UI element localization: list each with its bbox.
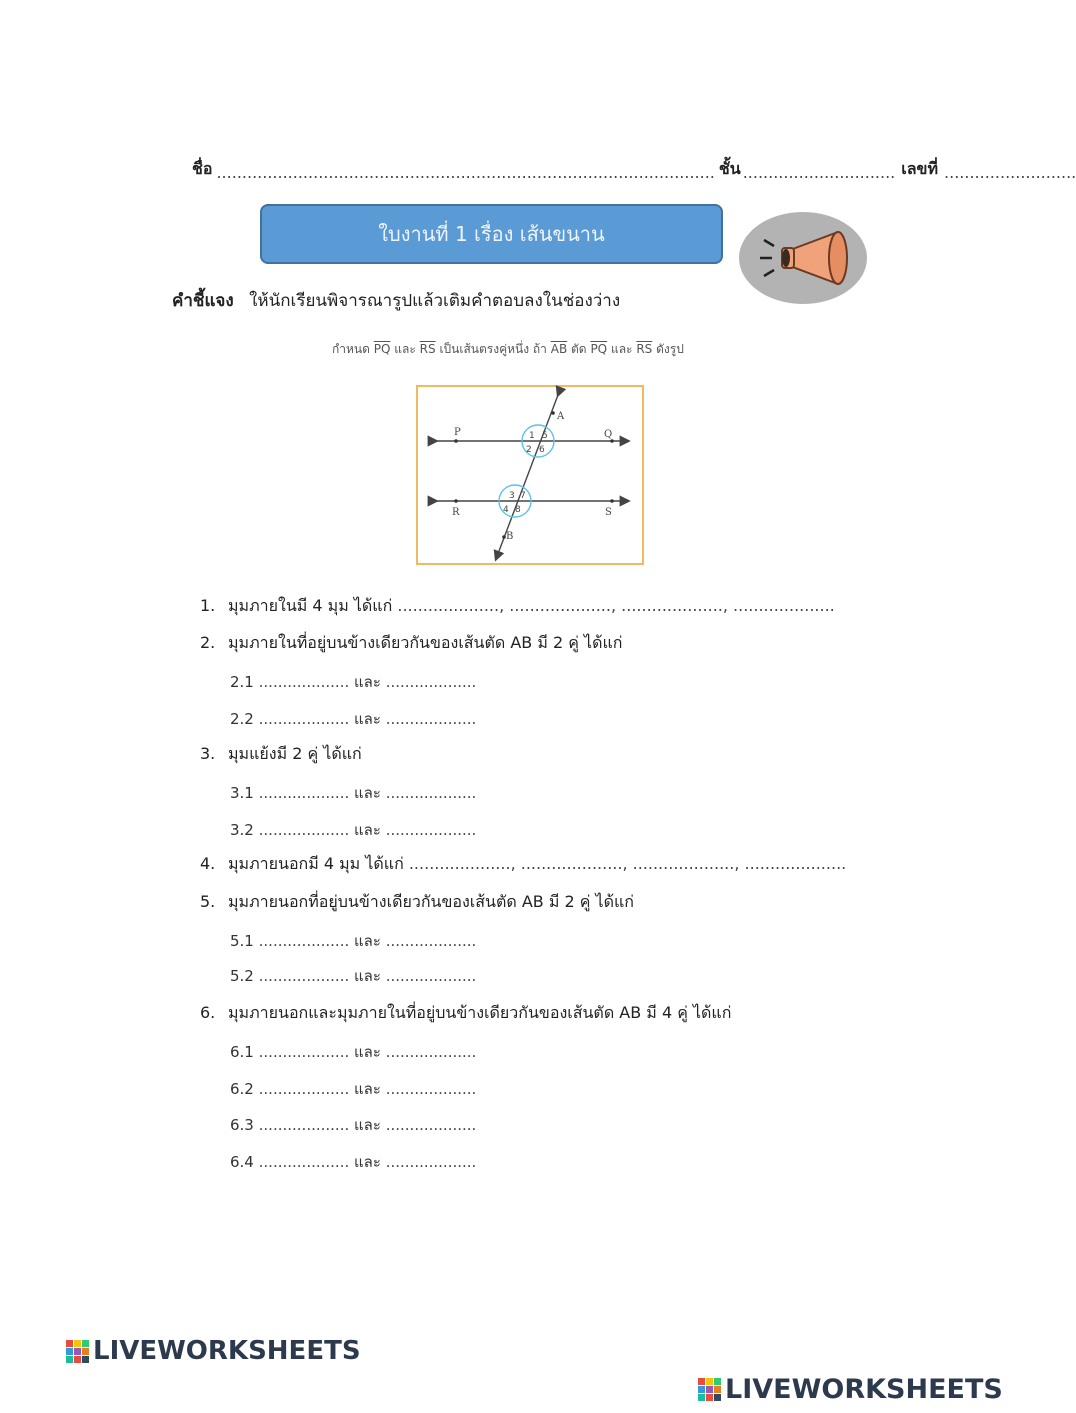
question-number: 2. [200,633,216,652]
worksheet-title: ใบงานที่ 1 เรื่อง เส้นขนาน [378,222,605,246]
subitem-number: 3.1 [230,784,254,802]
label-p: P [454,427,461,438]
subitem-3-1 [230,781,476,805]
question-number: 3. [200,744,216,763]
angle-1: 1 [529,431,535,441]
figure-svg [418,387,642,563]
answer-field[interactable]: ................... [385,784,477,802]
angle-2: 2 [526,445,532,455]
angle-3: 3 [509,491,515,501]
brand-text: LIVEWORKSHEETS [93,1336,361,1366]
subitem-number: 3.2 [230,821,254,839]
label-s: S [605,507,612,518]
line-rs-2: $\overline{RS}$ [636,342,653,356]
label-q: Q [604,429,613,440]
subitem-number: 6.1 [230,1043,254,1061]
question-text: มุมภายนอกมี 4 มุม ได้แก่ [228,854,404,873]
liveworksheets-icon [698,1378,721,1401]
instruction-line [172,287,620,314]
answer-field[interactable]: ................... [385,1153,477,1171]
answer-field[interactable]: ................... [258,1043,350,1061]
and-label: และ [354,1043,381,1061]
given-cut: ตัด [571,342,587,356]
question-text: มุมภายนอกที่อยู่บนข้างเดียวกันของเส้นตัด AB มี 2 คู่ ได้แก่ [228,892,634,911]
point-s [610,499,614,503]
question-text: มุมภายนอกและมุมภายในที่อยู่บนข้างเดียวกันของเส้นตัด AB มี 4 คู่ ได้แก่ [228,1003,732,1022]
and-label: และ [354,821,381,839]
subitem-2-1 [230,670,476,694]
megaphone-icon [738,210,868,306]
number-field[interactable]: .......................... [944,163,1076,182]
instruction-text: ให้นักเรียนพิจารณารูปแล้วเติมคำตอบลงในช่องว่าง [249,291,621,311]
liveworksheets-logo-right [698,1374,1003,1405]
answer-field[interactable]: ................... [258,821,350,839]
brand-text: LIVEWORKSHEETS [725,1374,1003,1405]
subitem-number: 6.4 [230,1153,254,1171]
given-mid: เป็นเส้นตรงคู่หนึ่ง ถ้า [439,342,547,356]
number-label: เลขที่ [901,159,939,178]
answer-field[interactable]: ................... [385,1080,477,1098]
subitem-number: 5.1 [230,932,254,950]
answer-field[interactable]: ................... [385,932,477,950]
name-label: ชื่อ [192,159,213,178]
answer-field[interactable]: ................... [258,1153,350,1171]
angle-4: 4 [503,505,509,515]
line-rs: $\overline{RS}$ [419,342,436,356]
angle-6: 6 [539,445,545,455]
given-statement [332,340,684,359]
given-prefix: กำหนด [332,342,370,356]
answer-field[interactable]: ................... [385,673,477,691]
subitem-3-2 [230,818,476,842]
and-label: และ [354,784,381,802]
question-6 [200,1001,731,1026]
subitem-number: 6.3 [230,1116,254,1134]
question-text: มุมภายในที่อยู่บนข้างเดียวกันของเส้นตัด AB มี 2 คู่ ได้แก่ [228,633,623,652]
subitem-number: 5.2 [230,967,254,985]
question-text: มุมภายในมี 4 มุม ได้แก่ [228,596,393,615]
class-label: ชั้น [718,159,741,178]
answer-field[interactable]: ................... [258,967,350,985]
answer-field[interactable]: ................... [258,932,350,950]
line-pq-2: $\overline{PQ}$ [590,342,608,356]
angle-5: 5 [542,431,548,441]
question-text: มุมแย้งมี 2 คู่ ได้แก่ [228,744,362,763]
student-info-line [192,152,1076,182]
line-ab: $\overline{AB}$ [550,342,568,356]
parallel-lines-figure [416,385,644,565]
subitem-5-2 [230,964,476,988]
label-a: A [557,411,565,422]
and-label: และ [354,673,381,691]
question-4 [200,852,846,877]
answer-field[interactable]: ................... [258,673,350,691]
answer-field[interactable]: ...................., ...................., ...................., .................... [397,596,835,615]
answer-field[interactable]: ................... [385,1043,477,1061]
and-label: และ [354,967,381,985]
answer-field[interactable]: ................... [385,1116,477,1134]
worksheet-title-box [260,204,723,264]
angle-8: 8 [515,505,521,515]
name-field[interactable]: .................................................................................................. [216,163,715,182]
subitem-2-2 [230,707,476,731]
and-label: และ [354,1153,381,1171]
question-number: 1. [200,596,216,615]
given-and-1: และ [394,342,416,356]
angle-7: 7 [520,491,526,501]
point-a [551,411,555,415]
answer-field[interactable]: ................... [258,784,350,802]
and-label: และ [354,1080,381,1098]
label-r: R [452,507,460,518]
liveworksheets-logo-left [66,1336,361,1366]
and-label: และ [354,1116,381,1134]
subitem-number: 2.2 [230,710,254,728]
answer-field[interactable]: ................... [258,1116,350,1134]
given-and-2: และ [610,342,633,356]
question-number: 4. [200,854,216,873]
question-number: 5. [200,892,216,911]
answer-field[interactable]: ...................., ...................., ...................., .................... [408,854,847,873]
question-number: 6. [200,1003,216,1022]
label-b: B [506,531,514,542]
and-label: และ [354,710,381,728]
class-field[interactable]: .............................. [742,163,896,182]
subitem-6-3 [230,1113,476,1137]
point-r [454,499,458,503]
instruction-label: คำชี้แจง [172,291,234,311]
line-pq: $\overline{PQ}$ [373,342,391,356]
answer-field[interactable]: ................... [258,1080,350,1098]
answer-field[interactable]: ................... [385,710,477,728]
subitem-6-2 [230,1077,476,1101]
answer-field[interactable]: ................... [385,821,477,839]
point-p [454,439,458,443]
answer-field[interactable]: ................... [385,967,477,985]
subitem-number: 2.1 [230,673,254,691]
subitem-5-1 [230,929,476,953]
question-5 [200,890,634,915]
subitem-number: 6.2 [230,1080,254,1098]
question-3 [200,742,362,767]
question-2 [200,631,622,656]
subitem-6-1 [230,1040,476,1064]
subitem-6-4 [230,1150,476,1174]
answer-field[interactable]: ................... [258,710,350,728]
and-label: และ [354,932,381,950]
question-1 [200,594,835,619]
liveworksheets-icon [66,1340,89,1363]
given-suffix: ดังรูป [656,342,684,356]
